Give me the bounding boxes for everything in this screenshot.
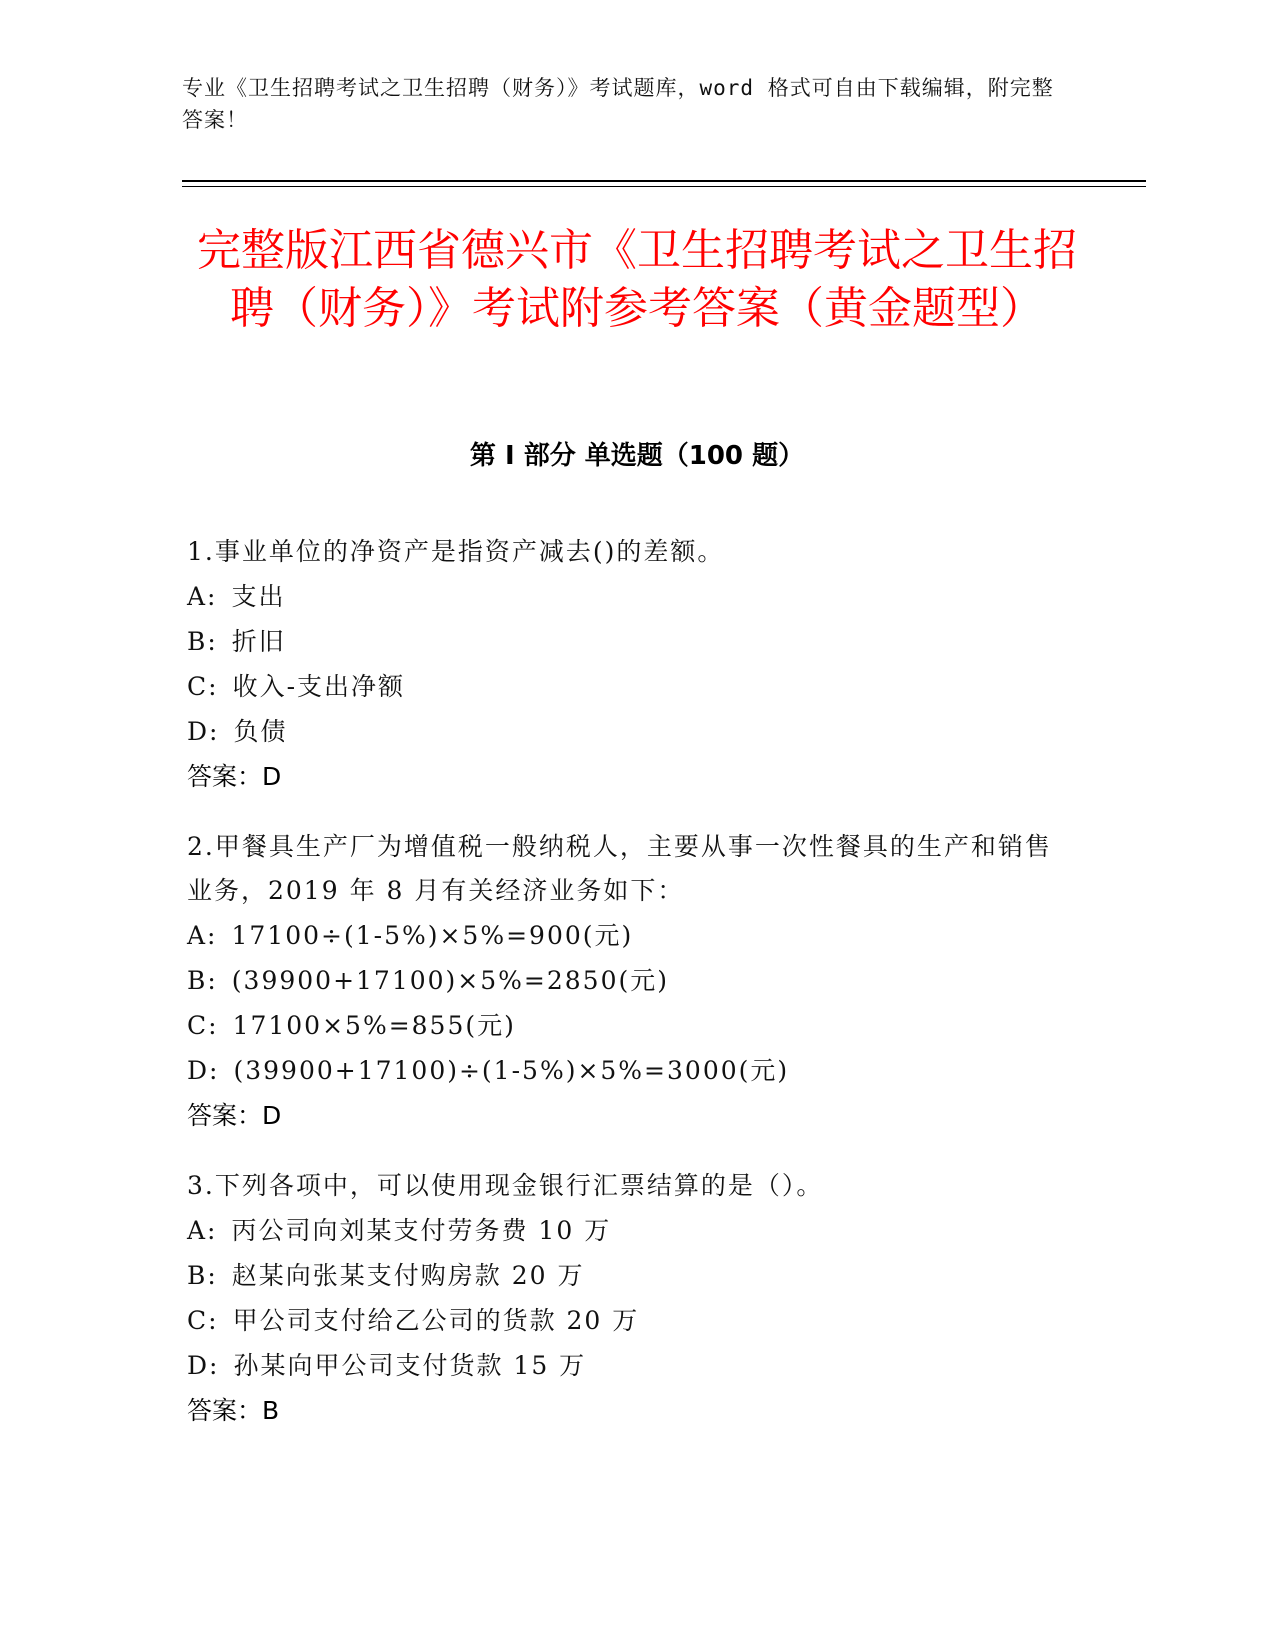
question-stem: 3.下列各项中，可以使用现金银行汇票结算的是（）。 bbox=[187, 1171, 824, 1200]
option-label: B: bbox=[187, 1261, 218, 1290]
option-text: (39900+17100)×5%=2850(元) bbox=[231, 966, 669, 995]
option-a bbox=[187, 913, 1067, 958]
option-text: 支出 bbox=[231, 582, 286, 611]
option-text: 甲公司支付给乙公司的货款 20 万 bbox=[232, 1306, 640, 1335]
option-text: 折旧 bbox=[231, 627, 286, 656]
option-a bbox=[187, 1208, 1067, 1253]
option-d bbox=[187, 709, 1067, 754]
question-item bbox=[187, 1164, 1067, 1433]
header-note: 专业《卫生招聘考试之卫生招聘（财务）》考试题库，word 格式可自由下载编辑，附完整答案！ bbox=[182, 76, 1054, 132]
option-c bbox=[187, 1298, 1067, 1343]
option-label: C: bbox=[187, 1011, 219, 1040]
option-d bbox=[187, 1343, 1067, 1388]
section-heading: 第 I 部分 单选题（100 题） bbox=[469, 441, 805, 471]
option-c bbox=[187, 1003, 1067, 1048]
question-stem: 2.甲餐具生产厂为增值税一般纳税人，主要从事一次性餐具的生产和销售业务，2019 年 8 月有关经济业务如下： bbox=[187, 832, 1052, 905]
option-d bbox=[187, 1048, 1067, 1093]
option-label: C: bbox=[187, 1306, 219, 1335]
option-label: D: bbox=[187, 1351, 220, 1380]
option-c bbox=[187, 664, 1067, 709]
header-rule-thin bbox=[182, 186, 1146, 187]
option-label: A: bbox=[187, 921, 218, 950]
option-text: 负债 bbox=[233, 717, 288, 746]
option-text: 孙某向甲公司支付货款 15 万 bbox=[233, 1351, 587, 1380]
option-label: D: bbox=[187, 1056, 220, 1085]
option-text: 17100÷(1-5%)×5%=900(元) bbox=[231, 921, 634, 950]
option-text: (39900+17100)÷(1-5%)×5%=3000(元) bbox=[233, 1056, 790, 1085]
answer-line: 答案：D bbox=[187, 762, 282, 791]
option-text: 赵某向张某支付购房款 20 万 bbox=[231, 1261, 585, 1290]
option-label: A: bbox=[187, 1216, 218, 1245]
option-label: C: bbox=[187, 672, 219, 701]
option-text: 收入-支出净额 bbox=[232, 672, 406, 701]
option-b bbox=[187, 958, 1067, 1003]
question-item bbox=[187, 530, 1067, 799]
option-text: 17100×5%=855(元) bbox=[232, 1011, 516, 1040]
option-label: B: bbox=[187, 966, 218, 995]
option-label: D: bbox=[187, 717, 220, 746]
question-item bbox=[187, 825, 1067, 1138]
document-title: 完整版江西省德兴市《卫生招聘考试之卫生招聘（财务）》考试附参考答案（黄金题型） bbox=[197, 225, 1077, 334]
option-b bbox=[187, 619, 1067, 664]
answer-line: 答案：D bbox=[187, 1101, 282, 1130]
option-text: 丙公司向刘某支付劳务费 10 万 bbox=[231, 1216, 612, 1245]
option-label: B: bbox=[187, 627, 218, 656]
option-label: A: bbox=[187, 582, 218, 611]
question-stem: 1.事业单位的净资产是指资产减去()的差额。 bbox=[187, 537, 725, 566]
option-a bbox=[187, 574, 1067, 619]
question-list bbox=[187, 530, 1067, 1459]
answer-line: 答案：B bbox=[187, 1396, 280, 1425]
option-b bbox=[187, 1253, 1067, 1298]
header-rule-thick bbox=[182, 180, 1146, 182]
